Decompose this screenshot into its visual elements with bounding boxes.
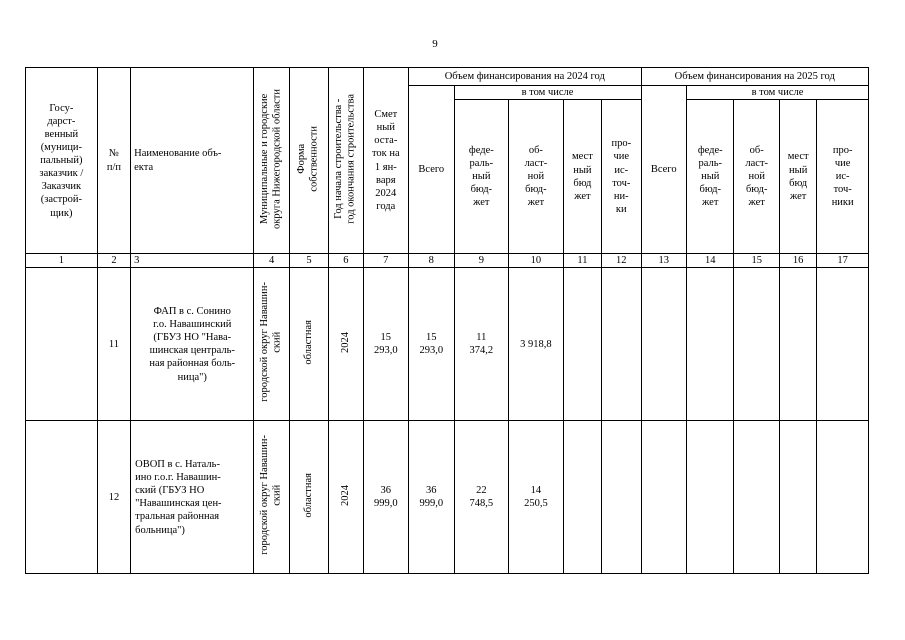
table-row bbox=[26, 268, 869, 421]
cell-municipality bbox=[254, 268, 289, 421]
header-fin-2025: Объем финансирования на 2025 год bbox=[641, 68, 869, 86]
cell-name: ОВОП в с. Наталь- ино г.о.г. Навашин- ский (ГБУЗ НО "Навашинская цен- тральная районная больница") bbox=[131, 421, 254, 574]
cell-num: 12 bbox=[97, 421, 130, 574]
header-incl-2025: в том числе bbox=[686, 86, 868, 100]
cell-federal-2025 bbox=[686, 268, 734, 421]
column-number: 13 bbox=[641, 254, 686, 268]
cell-customer bbox=[26, 421, 98, 574]
column-number: 16 bbox=[779, 254, 816, 268]
cell-total-2024: 15 293,0 bbox=[409, 268, 454, 421]
cell-local-2024 bbox=[563, 421, 601, 574]
header-other-2024: про- чие ис- точ- ни- ки bbox=[602, 100, 641, 254]
cell-federal-2024: 11 374,2 bbox=[454, 268, 509, 421]
cell-municipality-text: городской округ Навашин- ский bbox=[259, 435, 283, 556]
column-number-row bbox=[26, 254, 869, 268]
header-years bbox=[329, 68, 363, 254]
cell-years bbox=[329, 268, 363, 421]
column-number: 2 bbox=[97, 254, 130, 268]
cell-total-2025 bbox=[641, 268, 686, 421]
cell-ownership bbox=[289, 421, 328, 574]
header-remainder: Смет ный оста- ток на 1 ян- варя 2024 года bbox=[363, 68, 408, 254]
header-regional-2025: об- ласт- ной бюд- жет bbox=[734, 100, 779, 254]
column-number: 11 bbox=[563, 254, 601, 268]
cell-other-2024 bbox=[602, 268, 641, 421]
header-num: № п/п bbox=[97, 68, 130, 254]
header-federal-2024: феде- раль- ный бюд- жет bbox=[454, 100, 509, 254]
page-number: 9 bbox=[432, 38, 438, 50]
header-ownership bbox=[289, 68, 328, 254]
header-incl-2024: в том числе bbox=[454, 86, 641, 100]
header-total-2025: Всего bbox=[641, 86, 686, 254]
cell-municipality-text: городской округ Навашин- ский bbox=[259, 282, 283, 403]
header-total-2024: Всего bbox=[409, 86, 454, 254]
column-number: 8 bbox=[409, 254, 454, 268]
cell-regional-2024: 3 918,8 bbox=[509, 268, 564, 421]
cell-ownership bbox=[289, 268, 328, 421]
header-regional-2024: об- ласт- ной бюд- жет bbox=[509, 100, 564, 254]
cell-regional-2024: 14 250,5 bbox=[509, 421, 564, 574]
table-row bbox=[26, 421, 869, 574]
cell-local-2024 bbox=[563, 268, 601, 421]
header-customer: Госу- дарст- венный (муници- пальный) заказчик / Заказчик (застрой- щик) bbox=[26, 68, 98, 254]
header-name: Наименование объ- екта bbox=[131, 68, 254, 254]
header-municipality bbox=[254, 68, 289, 254]
header-ownership-text: Форма собственности bbox=[296, 125, 320, 192]
cell-years-text: 2024 bbox=[339, 484, 351, 506]
cell-federal-2024: 22 748,5 bbox=[454, 421, 509, 574]
header-local-2024: мест ный бюд жет bbox=[563, 100, 601, 254]
cell-other-2025 bbox=[817, 421, 869, 574]
cell-years bbox=[329, 421, 363, 574]
header-years-text: Год начала строительства - год окончания строительства bbox=[333, 93, 357, 224]
column-number: 7 bbox=[363, 254, 408, 268]
column-number: 1 bbox=[26, 254, 98, 268]
cell-total-2024: 36 999,0 bbox=[409, 421, 454, 574]
cell-total-2025 bbox=[641, 421, 686, 574]
header-fin-2024: Объем финансирования на 2024 год bbox=[409, 68, 641, 86]
cell-name: ФАП в с. Сонино г.о. Навашинский (ГБУЗ НО "Нава- шинская централь- ная районная боль- ница") bbox=[131, 268, 254, 421]
column-number: 12 bbox=[602, 254, 641, 268]
cell-customer bbox=[26, 268, 98, 421]
cell-local-2025 bbox=[779, 421, 816, 574]
header-federal-2025: феде- раль- ный бюд- жет bbox=[686, 100, 734, 254]
column-number: 15 bbox=[734, 254, 779, 268]
column-number: 5 bbox=[289, 254, 328, 268]
cell-municipality bbox=[254, 421, 289, 574]
cell-num: 11 bbox=[97, 268, 130, 421]
cell-regional-2025 bbox=[734, 421, 779, 574]
cell-regional-2025 bbox=[734, 268, 779, 421]
cell-ownership-text: областная bbox=[302, 472, 314, 518]
header-other-2025: про- чие ис- точ- ники bbox=[817, 100, 869, 254]
column-number: 4 bbox=[254, 254, 289, 268]
header-municipality-text: Муниципальные и городские округа Нижегородской области bbox=[259, 88, 283, 229]
cell-other-2025 bbox=[817, 268, 869, 421]
header-row-1 bbox=[26, 68, 869, 86]
cell-ownership-text: областная bbox=[302, 319, 314, 365]
financing-table bbox=[25, 67, 869, 574]
column-number: 9 bbox=[454, 254, 509, 268]
cell-federal-2025 bbox=[686, 421, 734, 574]
column-number: 10 bbox=[509, 254, 564, 268]
column-number: 6 bbox=[329, 254, 363, 268]
cell-other-2024 bbox=[602, 421, 641, 574]
cell-remainder: 15 293,0 bbox=[363, 268, 408, 421]
cell-local-2025 bbox=[779, 268, 816, 421]
column-number: 17 bbox=[817, 254, 869, 268]
cell-remainder: 36 999,0 bbox=[363, 421, 408, 574]
cell-years-text: 2024 bbox=[339, 331, 351, 353]
column-number: 14 bbox=[686, 254, 734, 268]
column-number: 3 bbox=[131, 254, 254, 268]
header-local-2025: мест ный бюд жет bbox=[779, 100, 816, 254]
